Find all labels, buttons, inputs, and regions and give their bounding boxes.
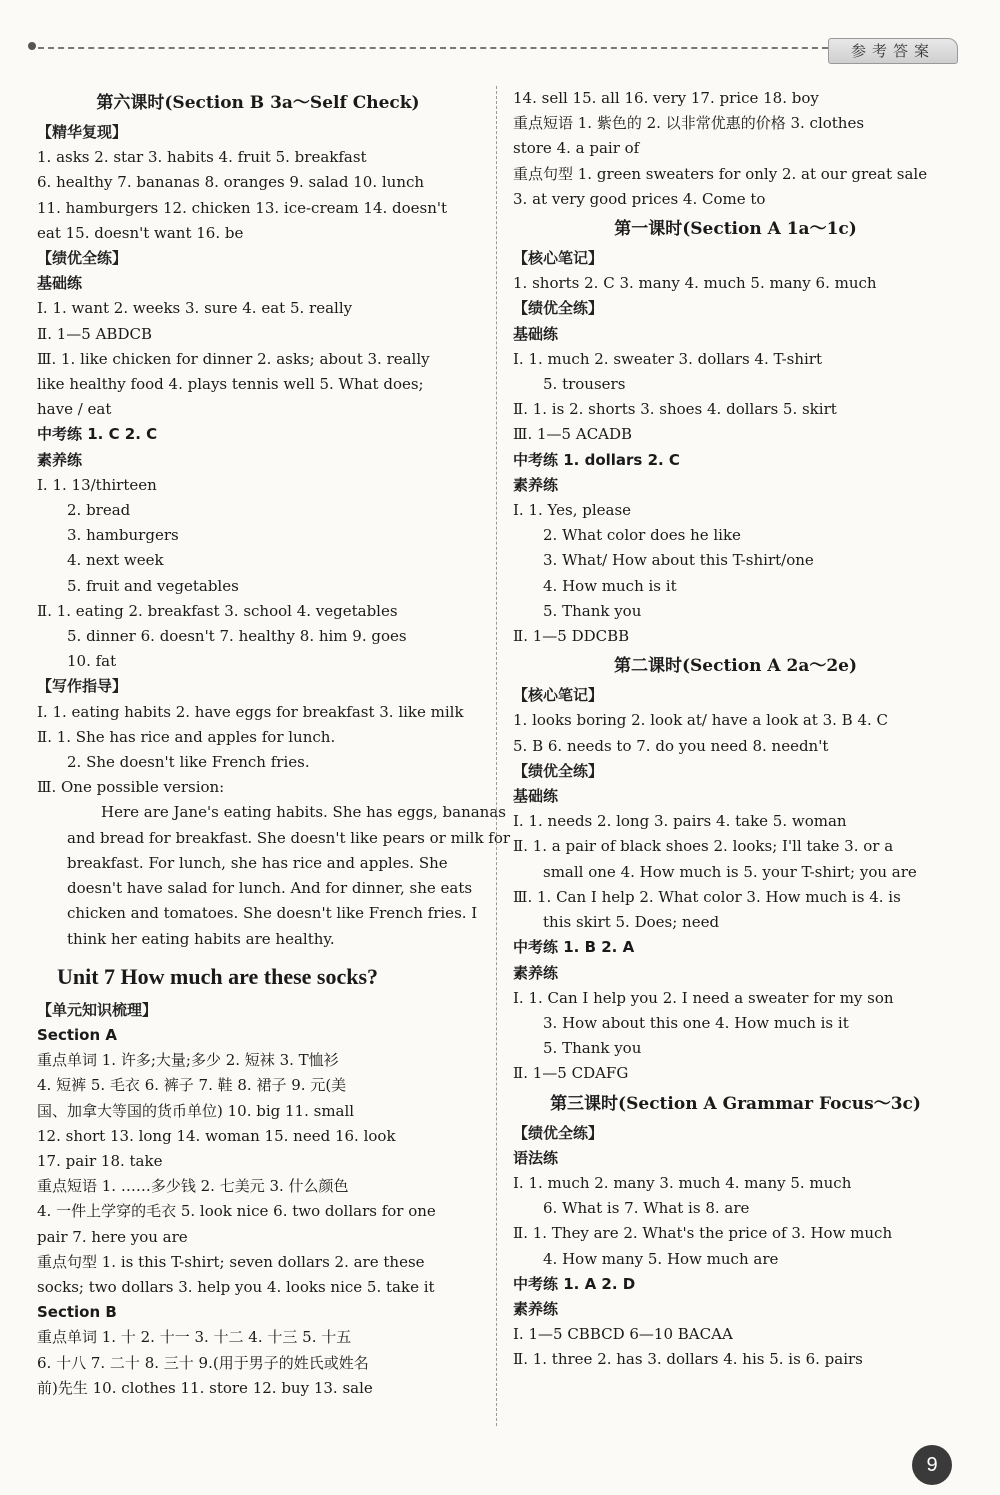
answer-line: 重点句型 1. is this T-shirt; seven dollars 2. are these (37, 1252, 425, 1271)
answer-line: doesn't have salad for lunch. And for dinner, she eats (67, 879, 473, 898)
answer-line: this skirt 5. Does; need (543, 913, 720, 932)
answer-line: Ⅲ. One possible version: (37, 778, 225, 797)
answer-line: 国、加拿大等国的货币单位) 10. big 11. small (37, 1101, 355, 1120)
answer-line: 5. fruit and vegetables (67, 576, 239, 595)
answer-line: 5. B 6. needs to 7. do you need 8. needn't (513, 736, 829, 755)
answer-line: breakfast. For lunch, she has rice and apples. She (67, 853, 448, 872)
section-label: 【绩优全练】 (37, 249, 128, 268)
section-label: 【精华复现】 (37, 123, 128, 141)
right-column (513, 86, 958, 1373)
exercise-label: Section A (37, 1025, 117, 1044)
lesson-heading: 第二课时(Section A 2a～2e) (613, 656, 858, 677)
answer-line: Ⅲ. 1—5 ACADB (513, 425, 633, 444)
answer-line: Ⅰ. 1. needs 2. long 3. pairs 4. take 5. woman (513, 812, 847, 831)
exercise-label: 基础练 (513, 787, 559, 806)
exercise-label: 中考练 1. C 2. C (37, 425, 158, 444)
answer-line: Ⅲ. 1. Can I help 2. What color 3. How much is 4. is (513, 887, 901, 906)
answer-line: Ⅱ. 1. is 2. shorts 3. shoes 4. dollars 5. skirt (513, 400, 837, 419)
exercise-label: 语法练 (513, 1148, 559, 1167)
page-header (28, 38, 958, 66)
exercise-label: 素养练 (37, 450, 83, 469)
lesson-heading: 第一课时(Section A 1a～1c) (614, 219, 857, 240)
page-number-badge: 9 (912, 1445, 952, 1485)
answer-line: 4. next week (67, 551, 164, 570)
exercise-label: 中考练 1. A 2. D (513, 1274, 636, 1293)
answer-line: Ⅱ. 1—5 ABDCB (37, 324, 152, 343)
answer-line: 2. bread (67, 501, 131, 520)
answer-line: 12. short 13. long 14. woman 15. need 16. look (37, 1126, 396, 1145)
exercise-label: 基础练 (513, 324, 559, 343)
answer-line: 1. shorts 2. C 3. many 4. much 5. many 6. much (513, 274, 877, 293)
answer-line: 4. How much is it (543, 576, 677, 595)
answer-key-tab: 参考答案 (828, 38, 958, 64)
answer-line: 2. She doesn't like French fries. (67, 753, 310, 772)
answer-line: Ⅰ. 1. much 2. sweater 3. dollars 4. T-shirt (513, 349, 822, 368)
answer-line: 17. pair 18. take (37, 1151, 163, 1170)
answer-line: 5. Thank you (543, 1039, 642, 1058)
answer-line: Here are Jane's eating habits. She has eggs, bananas (101, 803, 506, 822)
answer-line: 1. looks boring 2. look at/ have a look at 3. B 4. C (513, 711, 889, 730)
answer-line: 重点短语 1. ……多少钱 2. 七美元 3. 什么颜色 (37, 1177, 349, 1196)
lesson-heading: 第三课时(Section A Grammar Focus～3c) (550, 1093, 921, 1114)
answer-line: pair 7. here you are (37, 1227, 188, 1246)
answer-line: Ⅱ. 1. a pair of black shoes 2. looks; I'll take 3. or a (513, 837, 894, 856)
section-label: 【单元知识梳理】 (37, 1000, 158, 1019)
exercise-label: 素养练 (513, 963, 559, 982)
answer-line: 6. What is 7. What is 8. are (543, 1199, 750, 1218)
answer-line: Ⅱ. 1—5 DDCBB (513, 627, 630, 646)
answer-line: Ⅲ. 1. like chicken for dinner 2. asks; about 3. really (37, 349, 430, 368)
lesson-heading: 第六课时(Section B 3a～Self Check) (96, 93, 420, 113)
answer-line: 5. trousers (543, 375, 626, 394)
answer-line: store 4. a pair of (513, 139, 640, 158)
answer-line: small one 4. How much is 5. your T-shirt; you are (543, 862, 917, 881)
section-label: 【绩优全练】 (513, 299, 604, 318)
section-label: 【核心笔记】 (513, 686, 604, 705)
answer-line: 10. fat (67, 652, 117, 671)
answer-line: 6. healthy 7. bananas 8. oranges 9. salad 10. lunch (37, 173, 425, 192)
answer-line: 5. Thank you (543, 601, 642, 620)
answer-line: 重点短语 1. 紫色的 2. 以非常优惠的价格 3. clothes (513, 114, 865, 133)
answer-line: 3. What/ How about this T-shirt/one (543, 551, 814, 570)
answer-line: Ⅰ. 1. want 2. weeks 3. sure 4. eat 5. really (37, 299, 353, 318)
bullet-dot-icon (28, 42, 36, 50)
answer-line: Ⅱ. 1—5 CDAFG (513, 1064, 629, 1083)
answer-line: think her eating habits are healthy. (67, 929, 335, 948)
answer-line: 重点单词 1. 许多;大量;多少 2. 短袜 3. T恤衫 (37, 1051, 339, 1070)
answer-line: 6. 十八 7. 二十 8. 三十 9.(用于男子的姓氏或姓名 (37, 1353, 369, 1372)
section-label: 【绩优全练】 (513, 1123, 604, 1142)
exercise-label: 中考练 1. B 2. A (513, 938, 635, 957)
answer-line: 1. asks 2. star 3. habits 4. fruit 5. breakfast (37, 148, 367, 167)
answer-line: Ⅰ. 1—5 CBBCD 6—10 BACAA (513, 1325, 733, 1344)
answer-line: like healthy food 4. plays tennis well 5. What does; (37, 375, 424, 394)
answer-line: 4. 短裤 5. 毛衣 6. 裤子 7. 鞋 8. 裙子 9. 元(美 (37, 1076, 347, 1095)
exercise-label: 中考练 1. dollars 2. C (513, 450, 680, 469)
answer-line: 2. What color does he like (543, 526, 741, 545)
answer-line: 14. sell 15. all 16. very 17. price 18. boy (513, 89, 819, 107)
answer-line: 3. How about this one 4. How much is it (543, 1013, 849, 1032)
header-dashed-rule (38, 47, 838, 49)
answer-line: Ⅰ. 1. eating habits 2. have eggs for breakfast 3. like milk (37, 702, 464, 721)
answer-line: 5. dinner 6. doesn't 7. healthy 8. him 9. goes (67, 627, 407, 646)
answer-line: 前)先生 10. clothes 11. store 12. buy 13. sale (37, 1378, 373, 1397)
answer-line: eat 15. doesn't want 16. be (37, 223, 244, 242)
answer-line: Ⅱ. 1. They are 2. What's the price of 3. How much (513, 1224, 893, 1243)
answer-line: 4. How many 5. How much are (543, 1249, 779, 1268)
answer-line: Ⅱ. 1. eating 2. breakfast 3. school 4. vegetables (37, 601, 398, 620)
answer-line: Ⅱ. 1. three 2. has 3. dollars 4. his 5. is 6. pairs (513, 1350, 863, 1369)
unit-title: Unit 7 How much are these socks? (57, 963, 379, 989)
column-divider (496, 86, 497, 1426)
exercise-label: 素养练 (513, 475, 559, 494)
exercise-label: 基础练 (37, 274, 83, 293)
answer-line: Ⅱ. 1. She has rice and apples for lunch. (37, 727, 336, 746)
answer-line: 重点单词 1. 十 2. 十一 3. 十二 4. 十三 5. 十五 (37, 1328, 352, 1347)
answer-line: chicken and tomatoes. She doesn't like French fries. I (67, 904, 478, 923)
answer-line: have / eat (37, 400, 112, 419)
section-label: 【绩优全练】 (513, 761, 604, 780)
exercise-label: Section B (37, 1303, 117, 1322)
answer-line: and bread for breakfast. She doesn't like pears or milk for (67, 828, 511, 847)
answer-line: 4. 一件上学穿的毛衣 5. look nice 6. two dollars for one (37, 1202, 436, 1221)
answer-line: Ⅰ. 1. much 2. many 3. much 4. many 5. much (513, 1173, 852, 1192)
answer-line: socks; two dollars 3. help you 4. looks nice 5. take it (37, 1277, 435, 1296)
answer-line: 3. at very good prices 4. Come to (513, 189, 766, 208)
answer-line: Ⅰ. 1. Can I help you 2. I need a sweater for my son (513, 988, 894, 1007)
exercise-label: 素养练 (513, 1299, 559, 1318)
section-label: 【核心笔记】 (513, 249, 604, 268)
section-label: 【写作指导】 (37, 677, 128, 696)
answer-line: 11. hamburgers 12. chicken 13. ice-cream 14. doesn't (37, 198, 448, 217)
left-column (37, 86, 511, 1401)
answer-line: Ⅰ. 1. 13/thirteen (37, 475, 157, 494)
answer-line: Ⅰ. 1. Yes, please (513, 501, 632, 520)
answer-line: 重点句型 1. green sweaters for only 2. at our great sale (513, 164, 928, 183)
answer-line: 3. hamburgers (67, 526, 179, 545)
